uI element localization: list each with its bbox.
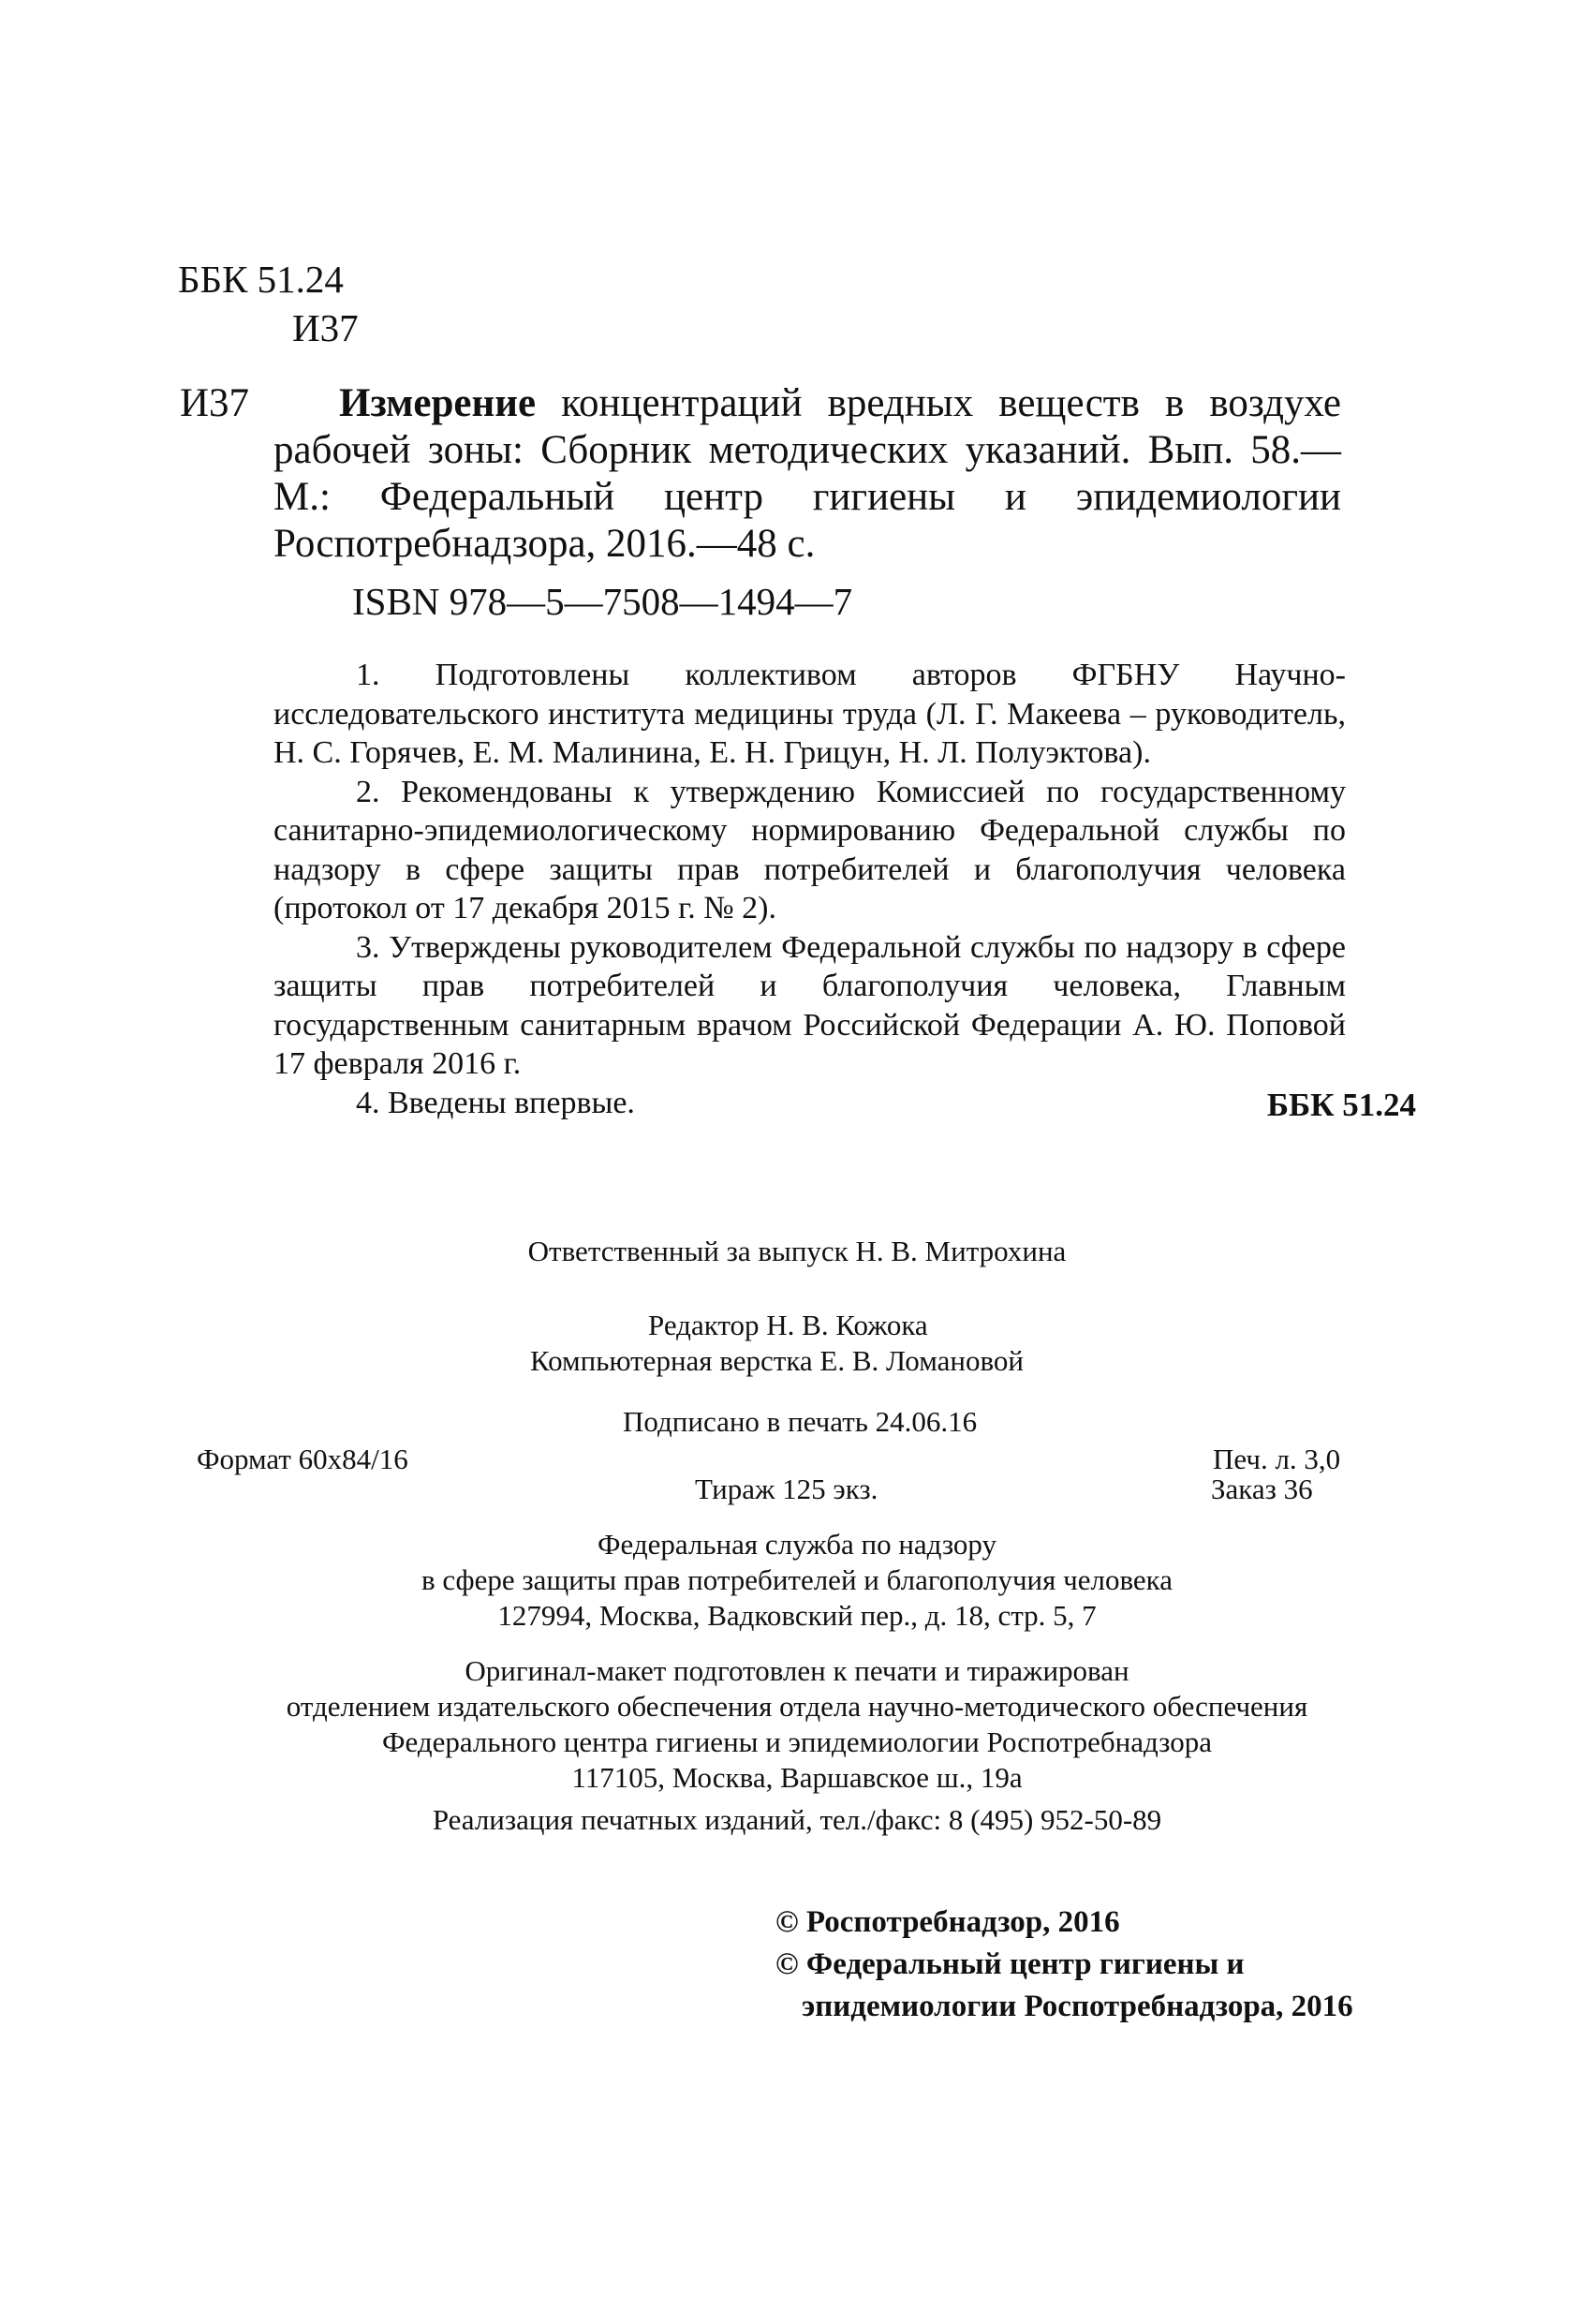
bibliographic-entry: [273, 380, 1341, 568]
printer-line-4: 117105, Москва, Варшавское ш., 19а: [571, 1761, 1023, 1794]
layout-credit: Компьютерная верстка Е. В. Ломановой: [530, 1344, 1024, 1377]
publisher-line-2: в сфере защиты прав потребителей и благополучия человека: [421, 1563, 1173, 1596]
print-run: Тираж 125 экз.: [695, 1473, 878, 1505]
bbk-header: [178, 255, 359, 352]
publisher-line-1: Федеральная служба по надзору: [598, 1528, 996, 1561]
printer-block: [0, 1653, 1594, 1796]
sales-contact: Реализация печатных изданий, тел./факс: 8 (495) 952-50-89: [432, 1803, 1162, 1836]
isbn: ISBN 978—5—7508—1494—7: [352, 580, 853, 623]
publisher-block: [0, 1527, 1594, 1634]
note-2: 2. Рекомендованы к утверждению Комиссией по государственному санитарно-эпидемиологическому нормированию Федеральной службы по надзору в сфере защиты прав потребителей и благополучия человека (протокол от 17 декабря 2015 г. № 2).: [273, 774, 1346, 925]
publisher-line-3: 127994, Москва, Вадковский пер., д. 18, стр. 5, 7: [497, 1599, 1097, 1632]
entry-author-mark: И37: [180, 381, 250, 425]
note-4: 4. Введены впервые.: [356, 1085, 635, 1120]
print-sheets: Печ. л. 3,0: [1213, 1443, 1341, 1475]
copyright-line-2: © Федеральный центр гигиены и: [775, 1947, 1245, 1981]
editor: Редактор Н. В. Кожока: [648, 1309, 928, 1341]
printer-line-3: Федерального центра гигиены и эпидемиологии Роспотребнадзора: [382, 1725, 1212, 1758]
copyright-line-1: © Роспотребнадзор, 2016: [775, 1905, 1120, 1939]
responsible-person: Ответственный за выпуск Н. В. Митрохина: [527, 1235, 1067, 1267]
bbk-code: ББК 51.24: [178, 258, 344, 301]
printer-line-1: Оригинал-макет подготовлен к печати и тиражирован: [465, 1654, 1129, 1687]
note-3: 3. Утверждены руководителем Федеральной службы по надзору в сфере защиты прав потребителей и благополучия человека, Главным государственным санитарным врачом Российской Федерации А. Ю. Поповой 17 февраля 2016 г.: [273, 929, 1346, 1081]
printer-line-2: отделением издательского обеспечения отдела научно-методического обеспечения: [286, 1690, 1308, 1723]
entry-text: концентраций вредных веществ в воздухе рабочей зоны: Сборник методических указаний. Вып. 58.—М.: Федеральный центр гигиены и эпидемиологии Роспотребнадзора, 2016.—48 с.: [273, 381, 1341, 566]
order-number: Заказ 36: [1211, 1473, 1313, 1505]
author-mark: И37: [292, 306, 359, 349]
note-1: 1. Подготовлены коллективом авторов ФГБНУ Научно-исследовательского института медицины труда (Л. Г. Макеева – руководитель, Н. С. Горячев, Е. М. Малинина, Е. Н. Грицун, Н. Л. Полуэктова).: [273, 658, 1346, 770]
format: Формат 60x84/16: [197, 1443, 408, 1475]
bbk-code-right: ББК 51.24: [1266, 1087, 1416, 1123]
entry-title-bold: Измерение: [339, 381, 537, 425]
signed-date: Подписано в печать 24.06.16: [623, 1405, 978, 1438]
copyright-block: [775, 1902, 1353, 2028]
copyright-line-3: эпидемиологии Роспотребнадзора, 2016: [802, 1990, 1353, 2023]
notes-block: [273, 656, 1346, 1122]
